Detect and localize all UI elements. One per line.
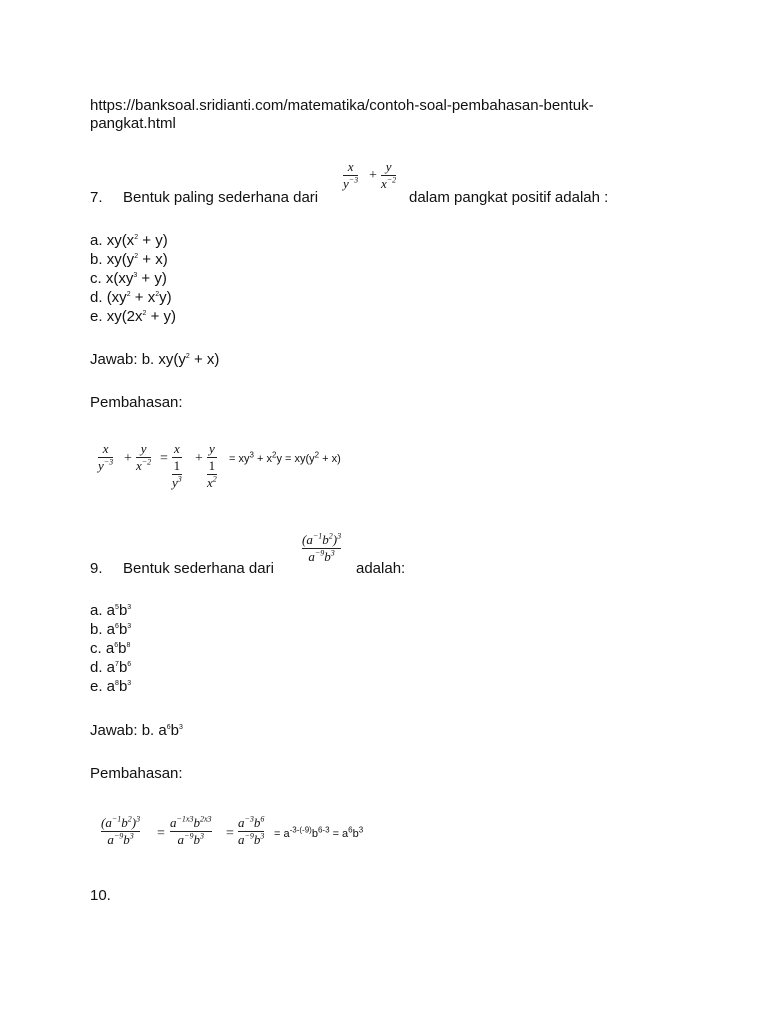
q7-question-start: Bentuk paling sederhana dari <box>123 189 319 206</box>
q7-sol-result: = $xy^3 + x^2y = xy(y^2 + x)$ <box>229 450 341 465</box>
q7-sol-frac-1: x $y^{-3}$ <box>98 441 114 473</box>
q7-expr-fraction-1 <box>343 160 358 191</box>
q7-option-d: d. $(xy^2 + x^2y)$ <box>90 289 172 306</box>
q7-expr-f1-den: $y^{-3}$ <box>343 175 359 191</box>
q9-answer: Jawab: b. $a^6b^3$ <box>90 722 183 739</box>
q7-option-c: c. $x(xy^3 + y)$ <box>90 270 167 287</box>
q9-discussion-label: Pembahasan: <box>90 765 183 782</box>
q7-sol-frac-4: y 1 $x^2$ <box>207 441 217 490</box>
q9-sol-frac-2: $a^{-1x3}b^{2x3}$ $a^{-9}b^3$ <box>170 814 212 847</box>
q7-option-e: e. $xy(2x^2 + y)$ <box>90 308 177 325</box>
q7-expr-plus: + <box>369 168 377 183</box>
q7-sol-eq: = <box>160 451 168 466</box>
q9-option-d: d. $a^7b^6$ <box>90 659 132 676</box>
q7-sol-frac-2: y $x^{-2}$ <box>136 441 152 473</box>
source-url-line1: https://banksoal.sridianti.com/matematika/contoh-soal-pembahasan-bentuk- <box>90 97 594 114</box>
q9-sol-frac-1: $(a^{-1}b^2)^3$ $a^{-9}b^3$ <box>101 814 141 847</box>
q9-option-a: a. $a^5b^3$ <box>90 602 132 619</box>
q9-expression <box>302 533 341 564</box>
q9-option-c: c. $a^6b^8$ <box>90 640 131 657</box>
q7-expr-f1-num: x <box>347 159 354 174</box>
q7-discussion-label: Pembahasan: <box>90 394 183 411</box>
q9-expr-den: $a^{-9}b^3$ <box>308 548 335 564</box>
q7-expr-fraction-2 <box>381 160 396 191</box>
q9-option-b: b. $a^6b^3$ <box>90 621 132 638</box>
q7-sol-frac-3: x 1 $y^3$ <box>172 441 182 490</box>
q7-expr-f2-num: y <box>385 159 392 174</box>
q7-question-end: dalam pangkat positif adalah : <box>409 189 609 206</box>
q9-sol-tail: = $a^{-3-(-9)}b^{6-3} = a^6b^3$ <box>274 825 364 840</box>
q7-option-b: b. $xy(y^2 + x)$ <box>90 251 168 268</box>
source-url-line2: pangkat.html <box>90 115 176 132</box>
q9-question-end: adalah: <box>356 560 406 577</box>
q9-number: 9. <box>90 560 103 577</box>
q9-question-start: Bentuk sederhana dari <box>123 560 274 577</box>
q7-sol-plus-2: + <box>195 451 203 466</box>
q7-answer: Jawab: b. $xy(y^2 + x)$ <box>90 351 220 368</box>
q9-sol-eq-2: = <box>226 826 234 841</box>
q9-sol-frac-3: $a^{-3}b^6$ $a^{-9}b^3$ <box>238 814 265 847</box>
q9-sol-eq-1: = <box>157 826 165 841</box>
q7-sol-plus-1: + <box>124 451 132 466</box>
q10-number: 10. <box>90 887 111 904</box>
q7-option-a: a. $xy(x^2 + y)$ <box>90 232 168 249</box>
q9-expr-num: $(a^{-1}b^2)^3$ <box>302 531 342 547</box>
q9-option-e: e. $a^8b^3$ <box>90 678 132 695</box>
q7-expr-f2-den: $x^{-2}$ <box>381 175 397 191</box>
q7-number: 7. <box>90 189 103 206</box>
